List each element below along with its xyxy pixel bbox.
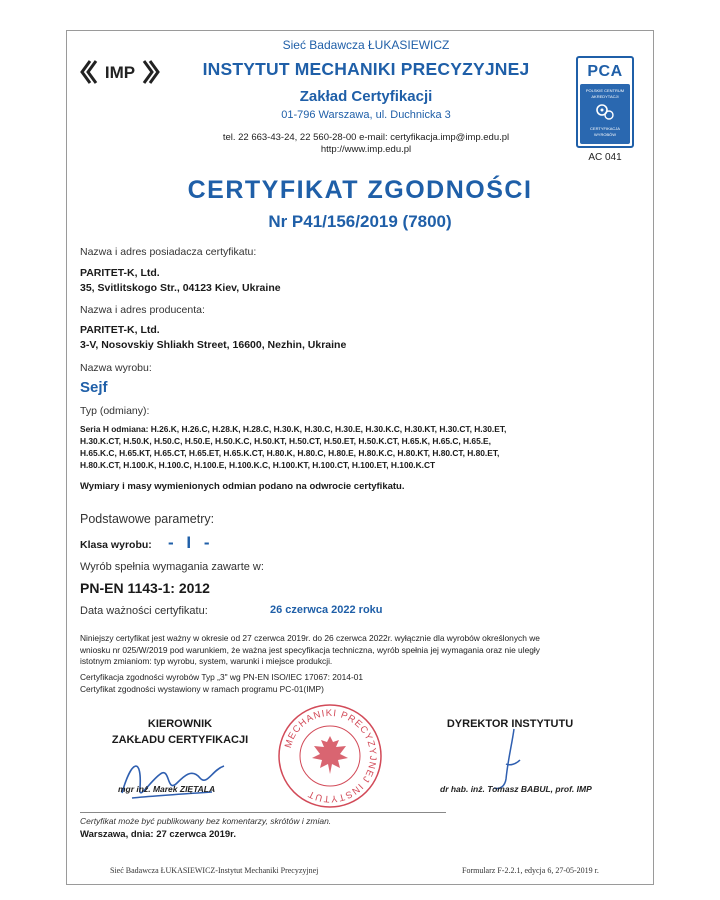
left-title-line1: KIEROWNIK bbox=[147, 718, 213, 730]
pca-letters: PCA bbox=[587, 63, 623, 80]
pca-line-2: AKREDYTACJI bbox=[591, 94, 619, 99]
producer-address: 3-V, Nosovskiy Shliakh Street, 16600, Nezhin, Ukraine bbox=[80, 339, 347, 351]
validity-date: 26 czerwca 2022 roku bbox=[270, 604, 383, 616]
right-signatory-title: DYREKTOR INSTYTUTU bbox=[446, 718, 574, 730]
standard: PN-EN 1143-1: 2012 bbox=[80, 580, 210, 596]
pca-accreditation-logo bbox=[576, 56, 634, 148]
form-reference: Formularz F-2.2.1, edycja 6, 27-05-2019 r. bbox=[462, 866, 599, 875]
types-line: H.65.K.C, H.65.KT, H.65.CT, H.65.ET, H.65.K.CT, H.80.K, H.80.C, H.80.E, H.80.K.C, H.80.KT, H.80.CT, H.80.ET, bbox=[80, 448, 500, 458]
producer-name: PARITET-K, Ltd. bbox=[80, 324, 160, 336]
requirements-label: Wyrób spełnia wymagania zawarte w: bbox=[80, 561, 264, 573]
scheme-line: Certyfikat zgodności wystawiony w ramach programu PC-01(IMP) bbox=[80, 683, 324, 694]
gears-icon bbox=[594, 102, 616, 122]
pca-band bbox=[580, 84, 630, 144]
certificate-number: Nr P41/156/2019 (7800) bbox=[268, 212, 452, 231]
product-name: Sejf bbox=[80, 379, 108, 396]
scheme-line: Certyfikacja zgodności wyrobów Typ „3" wg PN-EN ISO/IEC 17067: 2014-01 bbox=[80, 672, 364, 682]
institute-address: 01-796 Warszawa, ul. Duchnicka 3 bbox=[281, 109, 451, 121]
scheme-info bbox=[80, 672, 646, 695]
left-signatory-name: mgr inż. Marek ZIĘTALA bbox=[118, 784, 216, 794]
official-stamp bbox=[276, 702, 384, 810]
holder-address: 35, Svitlitskogo Str., 04123 Kiev, Ukraine bbox=[80, 282, 281, 294]
terms-line: wniosku nr 025/W/2019 pod warunkiem, że ważna jest specyfikacja techniczna, wyrób spełnia jej wymagania oraz nie uległy bbox=[80, 644, 540, 655]
pca-line-1: POLSKIE CENTRUM bbox=[585, 88, 625, 93]
types-label: Typ (odmiany): bbox=[80, 405, 150, 417]
types-line: Seria H odmiana: H.26.K, H.26.C, H.28.K, H.28.C, H.30.K, H.30.C, H.30.E, H.30.K.C, H.30.KT, H.30.CT, H.30.ET, bbox=[80, 424, 507, 434]
stamp-text: MECHANIKI PRECYZYJNEJ INSTYTUT bbox=[282, 707, 379, 805]
institute-name: INSTYTUT MECHANIKI PRECYZYJNEJ bbox=[202, 59, 530, 79]
accreditation-code: AC 041 bbox=[588, 152, 622, 163]
contact-website: http://www.imp.edu.pl bbox=[320, 144, 412, 155]
left-signature bbox=[112, 748, 242, 808]
pca-line-4: WYROBÓW bbox=[594, 132, 616, 137]
footer-divider bbox=[80, 812, 446, 813]
eagle-emblem-icon bbox=[312, 736, 348, 774]
producer-label: Nazwa i adres producenta: bbox=[80, 304, 205, 316]
left-signatory-title bbox=[100, 718, 260, 746]
class-label: Klasa wyrobu: bbox=[80, 539, 152, 551]
validity-terms bbox=[80, 633, 646, 668]
class-value: - I - bbox=[168, 533, 214, 552]
research-network: Sieć Badawcza ŁUKASIEWICZ bbox=[282, 38, 450, 52]
dimensions-note: Wymiary i masy wymienionych odmian podano na odwrocie certyfikatu. bbox=[80, 481, 405, 492]
imp-logo-text: IMP bbox=[104, 63, 136, 82]
validity-label: Data ważności certyfikatu: bbox=[80, 605, 208, 617]
types-list bbox=[80, 423, 646, 471]
left-title-line2: ZAKŁADU CERTYFIKACJI bbox=[111, 734, 249, 746]
holder-label: Nazwa i adres posiadacza certyfikatu: bbox=[80, 246, 257, 258]
right-signatory-name: dr hab. inż. Tomasz BABUL, prof. IMP bbox=[440, 784, 592, 794]
types-line: H.30.K.CT, H.50.K, H.50.C, H.50.E, H.50.K.C, H.50.KT, H.50.CT, H.50.ET, H.50.K.CT, H.65.K, H.65.C, H.65.E, bbox=[80, 436, 491, 446]
imp-logo bbox=[80, 58, 160, 86]
parameters-label: Podstawowe parametry: bbox=[80, 512, 215, 526]
contact-phone-email: tel. 22 663-43-24, 22 560-28-00 e-mail: certyfikacja.imp@imp.edu.pl bbox=[222, 132, 510, 143]
holder-name: PARITET-K, Ltd. bbox=[80, 267, 160, 279]
certificate-title: CERTYFIKAT ZGODNOŚCI bbox=[187, 176, 533, 204]
terms-line: Niniejszy certyfikat jest ważny w okresie od 27 czerwca 2019r. do 26 czerwca 2022r. wyłącznie dla wyrobów określonych we bbox=[80, 633, 540, 643]
issue-place-date: Warszawa, dnia: 27 czerwca 2019r. bbox=[80, 829, 236, 840]
footer-organization: Sieć Badawcza ŁUKASIEWICZ-Instytut Mechaniki Precyzyjnej bbox=[110, 866, 319, 875]
terms-line: istotnym zmianiom: typ wyrobu, system, warunki i miejsce produkcji. bbox=[80, 656, 333, 666]
department-name: Zakład Certyfikacji bbox=[299, 88, 433, 105]
types-line: H.80.K.CT, H.100.K, H.100.C, H.100.E, H.100.K.C, H.100.KT, H.100.CT, H.100.ET, H.100.K.CT bbox=[80, 460, 436, 470]
contact-info bbox=[186, 132, 546, 156]
product-label: Nazwa wyrobu: bbox=[80, 362, 152, 374]
publication-note: Certyfikat może być publikowany bez komentarzy, skrótów i zmian. bbox=[80, 816, 332, 826]
pca-line-3: CERTYFIKACJA bbox=[590, 126, 620, 131]
